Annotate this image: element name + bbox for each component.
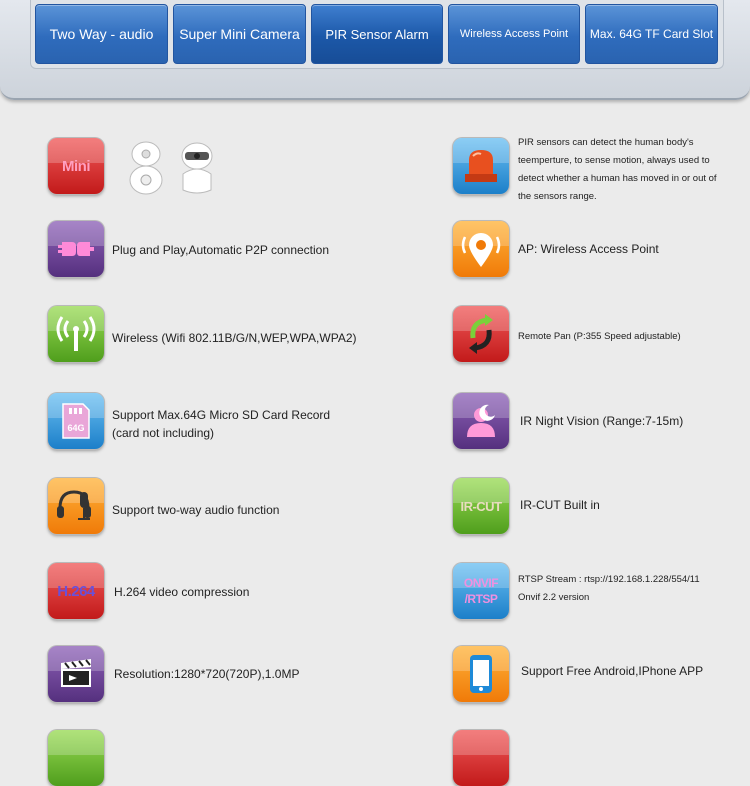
feature-label: Remote Pan (P:355 Speed adjustable): [518, 331, 681, 342]
next-feature-icon: [48, 730, 104, 786]
feature-label: AP: Wireless Access Point: [518, 242, 659, 256]
top-banner: [0, 0, 750, 100]
feature-label: Support Free Android,IPhone APP: [521, 664, 704, 678]
night-vision-icon: [453, 393, 509, 449]
mini-camera-side-icon: [177, 140, 217, 196]
svg-text:64G: 64G: [67, 423, 85, 433]
feature-label: Wireless (Wifi 802.11B/G/N,WEP,WPA,WPA2): [112, 331, 357, 345]
tab-tf-card-slot[interactable]: Max. 64G TF Card Slot: [585, 4, 718, 64]
tab-wireless-access-point[interactable]: Wireless Access Point: [448, 4, 580, 64]
headset-microphone-icon: [48, 478, 104, 534]
ir-cut-icon: IR-CUT: [453, 478, 509, 534]
alarm-siren-icon: [453, 138, 509, 194]
onvif-rtsp-icon: ONVIF /RTSP: [453, 563, 509, 619]
feature-label: Support two-way audio function: [112, 503, 280, 517]
mini-icon: Mini: [48, 138, 104, 194]
plug-icon: [48, 221, 104, 277]
clapperboard-icon: [48, 646, 104, 702]
feature-label: IR-CUT Built in: [520, 498, 600, 512]
smartphone-icon: [453, 646, 509, 702]
sd-card-icon: [48, 393, 104, 449]
wifi-icon: [48, 306, 104, 362]
feature-label: Resolution:1280*720(720P),1.0MP: [114, 667, 300, 681]
tab-super-mini-camera[interactable]: Super Mini Camera: [173, 4, 306, 64]
mini-camera-front-icon: [126, 140, 166, 196]
feature-label: H.264 video compression: [114, 585, 250, 599]
rotate-icon: [453, 306, 509, 362]
feature-label: RTSP Stream : rtsp://192.168.1.228/554/11 Onvif 2.2 version: [518, 574, 700, 603]
feature-label: IR Night Vision (Range:7-15m): [520, 414, 684, 428]
tab-pir-sensor-alarm[interactable]: PIR Sensor Alarm: [311, 4, 443, 64]
h264-icon: H.264: [48, 563, 104, 619]
feature-label: Plug and Play,Automatic P2P connection: [112, 243, 330, 257]
next-feature-icon: [453, 730, 509, 786]
feature-label: Support Max.64G Micro SD Card Record (card not including): [112, 408, 331, 440]
tab-two-way-audio[interactable]: Two Way - audio: [35, 4, 168, 64]
access-point-icon: [453, 221, 509, 277]
feature-label: PIR sensors can detect the human body's teemperture, to sense motion, always used to detect whether a human has moved in or out of the sensors range.: [518, 137, 717, 202]
